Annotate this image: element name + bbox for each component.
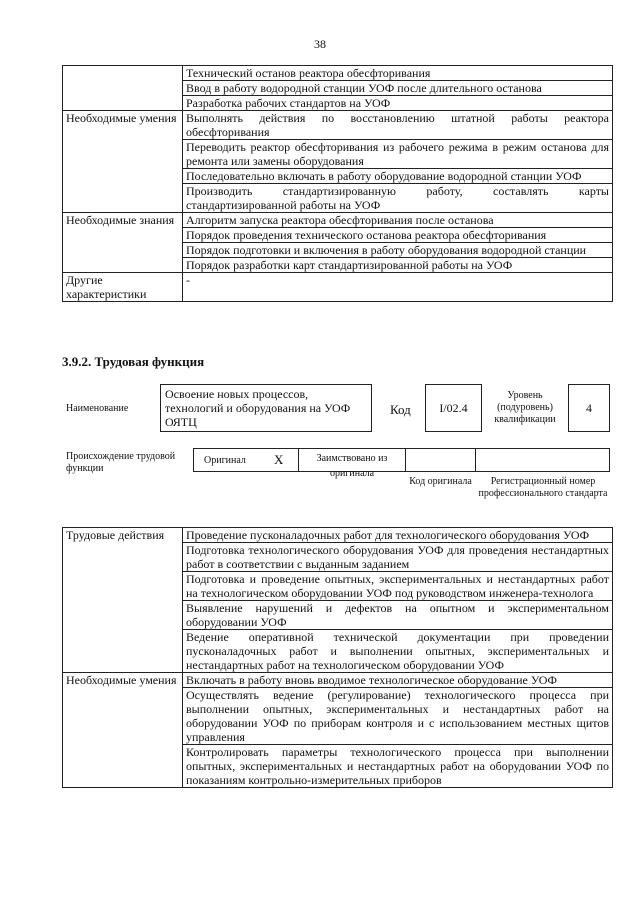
row-item: Технический останов реактора обесфторивания: [183, 66, 613, 81]
row-label: Другие характеристики: [63, 273, 183, 302]
table-row: [63, 213, 613, 228]
row-item: Проведение пусконаладочных работ для технологического оборудования УОФ: [183, 528, 613, 543]
code-label: Код: [390, 402, 411, 417]
row-item: Последовательно включать в работу оборудование водородной станции УОФ: [183, 169, 613, 184]
competency-table-top: [62, 65, 613, 302]
original-mark: X: [274, 452, 284, 467]
table-row: [63, 273, 613, 302]
row-item: Производить стандартизированную работу, составлять карты стандартизированной работы на УОФ: [183, 184, 613, 213]
table-row: [63, 111, 613, 140]
function-name-value: Освоение новых процессов, технологий и оборудования на УОФ ОЯТЦ: [165, 387, 351, 429]
row-item: Выполнять действия по восстановлению штатной работы реактора обесфторивания: [183, 111, 613, 140]
code-value: I/02.4: [439, 401, 468, 415]
row-item: Подготовка и проведение опытных, экспериментальных и нестандартных работ на технологическом оборудовании УОФ под руководством инженера-технолога: [183, 572, 613, 601]
row-label: Трудовые действия: [63, 528, 183, 673]
row-label: [63, 66, 183, 111]
row-item: Ведение оперативной технической документации при проведении пусконаладочных работ и выполнении опытных, экспериментальных и нестандартных работ на технологическом оборудовании УОФ: [183, 630, 613, 673]
table-row: [63, 528, 613, 543]
borrowed-box: [298, 448, 406, 479]
registration-caption: Регистрационный номер профессионального стандарта: [478, 476, 608, 499]
row-item: Алгоритм запуска реактора обесфторивания после останова: [183, 213, 613, 228]
table-row: [63, 66, 613, 81]
registration-number-box: [475, 448, 610, 472]
row-item: Разработка рабочих стандартов на УОФ: [183, 96, 613, 111]
table-row: [63, 673, 613, 688]
row-item: Переводить реактор обесфторивания из рабочего режима в режим останова для ремонта или замены оборудования: [183, 140, 613, 169]
section-heading: 3.9.2. Трудовая функция: [62, 354, 205, 369]
row-label: Необходимые знания: [63, 213, 183, 273]
page-number: 38: [314, 37, 326, 51]
row-item: Порядок проведения технического останова реактора обесфторивания: [183, 228, 613, 243]
name-label: Наименование: [66, 403, 129, 414]
row-item: Порядок подготовки и включения в работу оборудования водородной станции: [183, 243, 613, 258]
competency-table-bottom: [62, 527, 613, 788]
level-box: [568, 384, 610, 432]
origin-code-caption: Код оригинала: [409, 476, 472, 487]
row-label: Необходимые умения: [63, 111, 183, 213]
origin-code-box: [405, 448, 476, 472]
level-label: Уровень (подуровень) квалификации: [494, 390, 556, 425]
row-item: Порядок разработки карт стандартизированной работы на УОФ: [183, 258, 613, 273]
row-item: Подготовка технологического оборудования УОФ для проведения нестандартных работ в соответствии с выданным заданием: [183, 543, 613, 572]
level-value: 4: [586, 401, 592, 415]
row-item: Осуществлять ведение (регулирование) технологического процесса при выполнении опытных, экспериментальных и нестандартных работ на оборудовании УОФ по приборам контроля и с использованием местных щитов управления: [183, 688, 613, 745]
original-box: [193, 448, 299, 472]
borrowed-label: Заимствовано из оригинала: [316, 453, 388, 479]
row-item: Выявление нарушений и дефектов на опытном и экспериментальном оборудовании УОФ: [183, 601, 613, 630]
origin-label: Происхождение трудовой функции: [66, 451, 176, 474]
row-label: Необходимые умения: [63, 673, 183, 788]
row-item: Включать в работу вновь вводимое технологическое оборудование УОФ: [183, 673, 613, 688]
row-item: -: [183, 273, 613, 302]
row-item: Ввод в работу водородной станции УОФ после длительного останова: [183, 81, 613, 96]
row-item: Контролировать параметры технологического процесса при выполнении опытных, экспериментальных и нестандартных работ на оборудовании УОФ по показаниям контрольно-измерительных приборов: [183, 745, 613, 788]
original-label: Оригинал: [204, 455, 246, 466]
code-box: [425, 384, 482, 432]
function-name-box: [160, 384, 372, 432]
